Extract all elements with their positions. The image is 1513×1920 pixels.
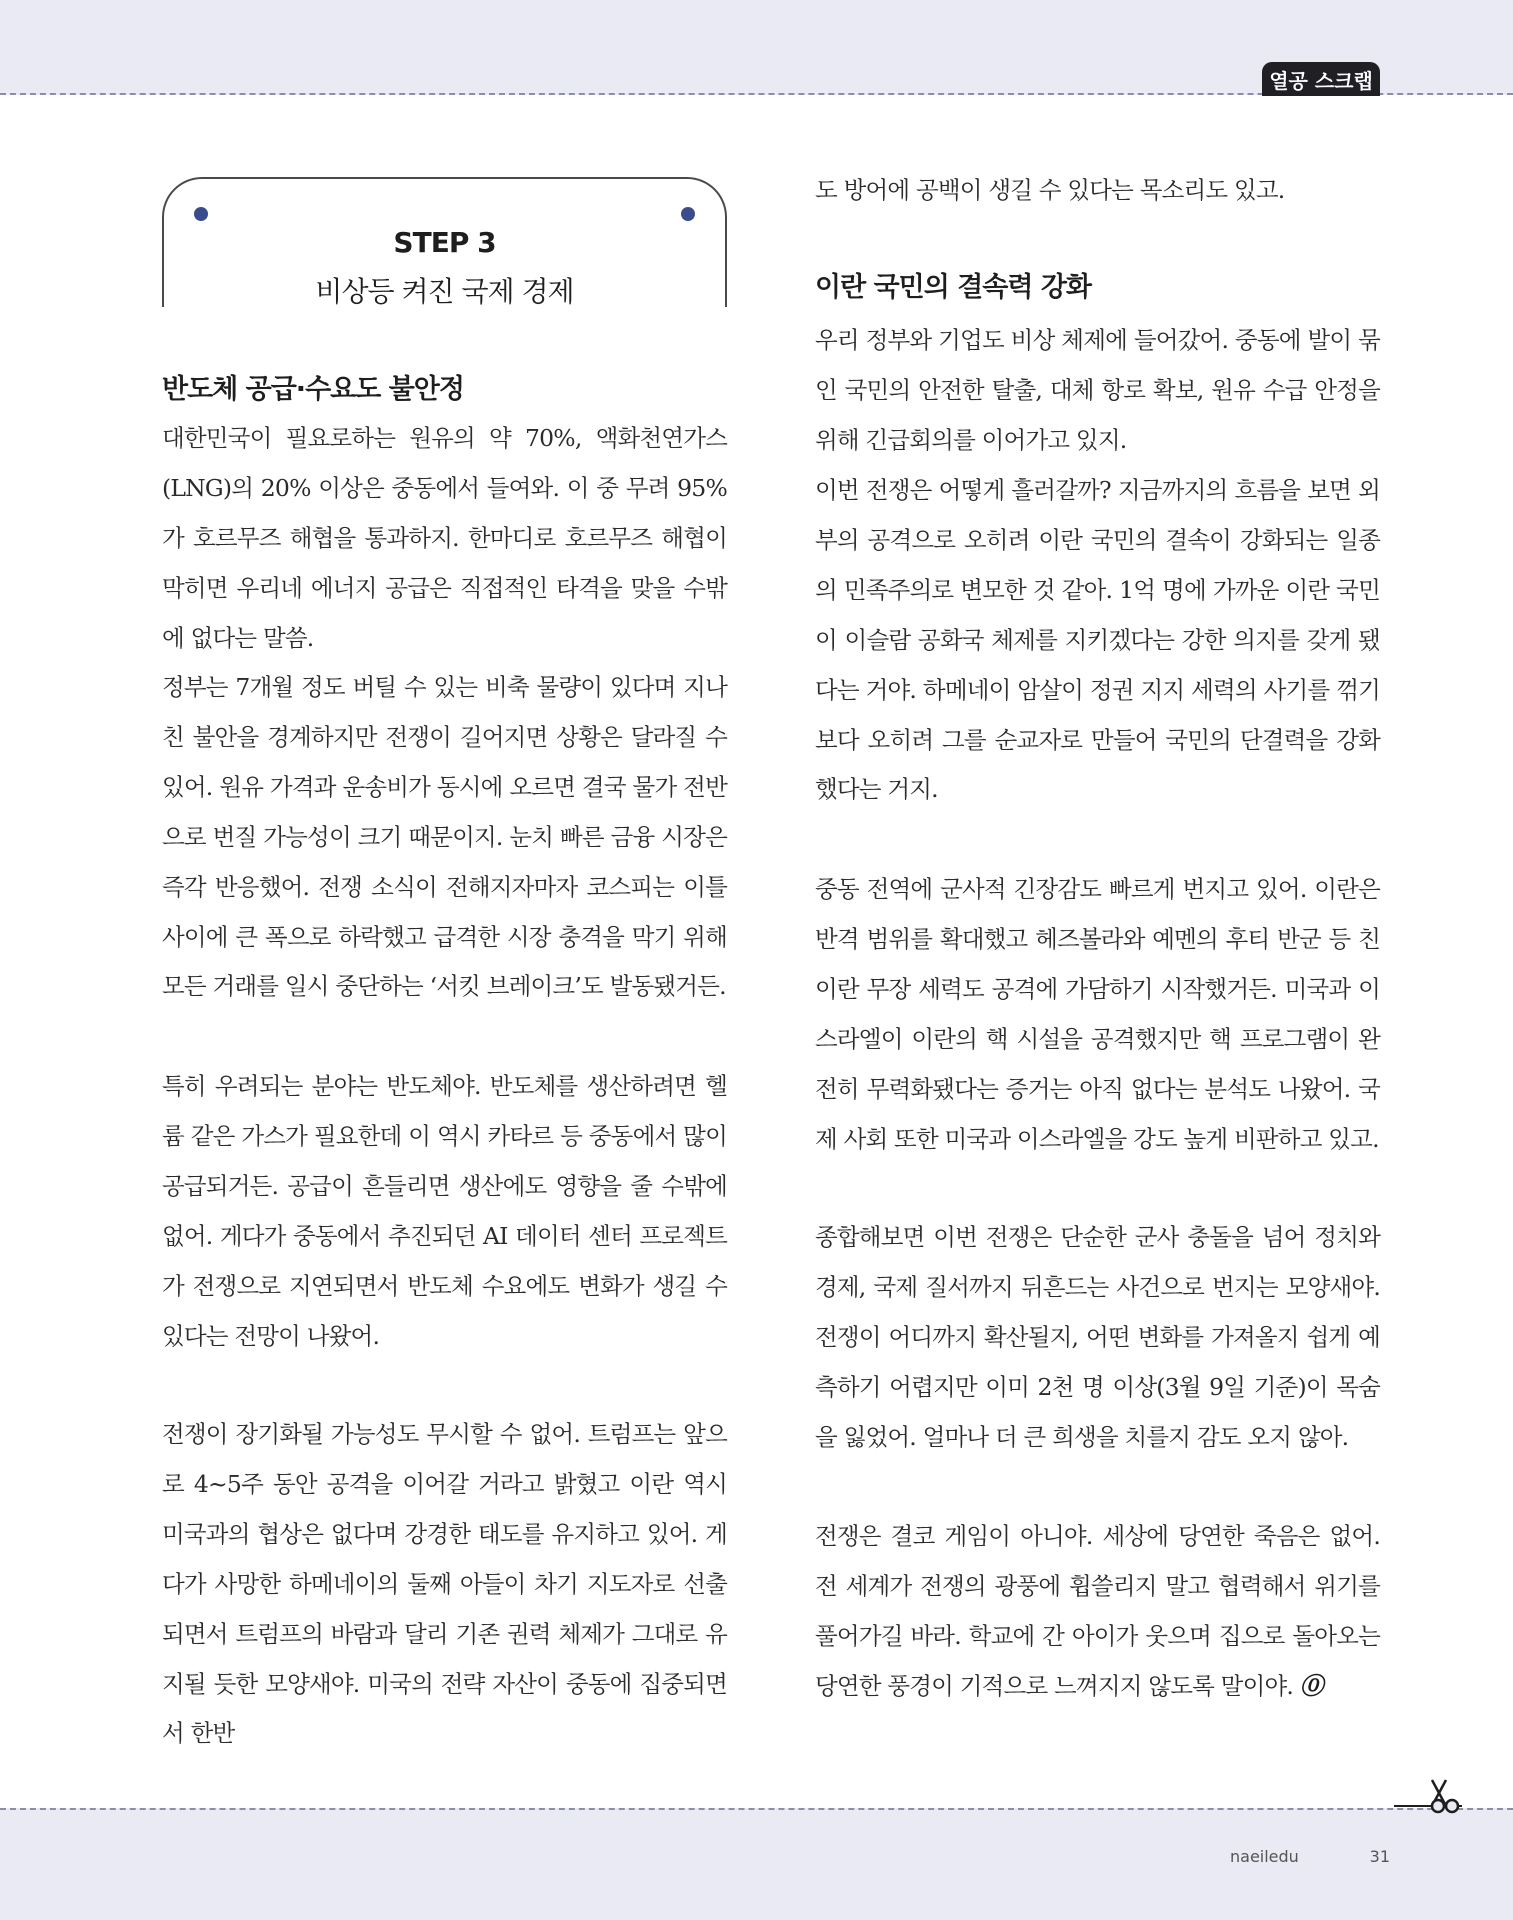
step-label: STEP 3 bbox=[393, 226, 496, 259]
footer-dashed-line bbox=[0, 1808, 1513, 1810]
paragraph: 정부는 7개월 정도 버틸 수 있는 비축 물량이 있다며 지나친 불안을 경계하지만 전쟁이 길어지면 상황은 달라질 수 있어. 원유 가격과 운송비가 동시에 오르면 결국 물가 전반으로 번질 가능성이 크기 때문이지. 눈치 빠른 금융 시장은 즉각 반응했어. 전쟁 소식이 전해지자마자 코스피는 이틀 사이에 큰 폭으로 하락했고 급격한 시장 충격을 막기 위해 모든 거래를 일시 중단하는 ‘서킷 브레이크’도 발동됐거든. bbox=[162, 673, 727, 1001]
paragraph: 대한민국이 필요로하는 원유의 약 70%, 액화천연가스(LNG)의 20% 이상은 중동에서 들여와. 이 중 무려 95%가 호르무즈 해협을 통과하지. 한마디로 호르무즈 해협이 막히면 우리네 에너지 공급은 직접적인 타격을 맞을 수밖에 없다는 말씀. bbox=[162, 424, 727, 652]
dot-icon bbox=[681, 207, 695, 221]
footer-brand: naeiledu bbox=[1230, 1846, 1299, 1866]
section-tag: 열공 스크랩 bbox=[1262, 62, 1380, 96]
end-mark-icon: ⓪ bbox=[1299, 1671, 1323, 1700]
step-box bbox=[162, 177, 727, 307]
step-title: 비상등 켜진 국제 경제 bbox=[315, 275, 574, 308]
page-number: 31 bbox=[1369, 1846, 1390, 1866]
paragraph: 이번 전쟁은 어떻게 흘러갈까? 지금까지의 흐름을 보면 외부의 공격으로 오히려 이란 국민의 결속이 강화되는 일종의 민족주의로 변모한 것 같아. 1억 명에 가까운 이란 국민이 이슬람 공화국 체제를 지키겠다는 강한 의지를 갖게 됐다는 거야. 하메네이 암살이 정권 지지 세력의 사기를 꺾기보다 오히려 그를 순교자로 만들어 국민의 단결력을 강화했다는 거지. bbox=[815, 476, 1380, 804]
paragraph: 특히 우려되는 분야는 반도체야. 반도체를 생산하려면 헬륨 같은 가스가 필요한데 이 역시 카타르 등 중동에서 많이 공급되거든. 공급이 흔들리면 생산에도 영향을 줄 수밖에 없어. 게다가 중동에서 추진되던 AI 데이터 센터 프로젝트가 전쟁으로 지연되면서 반도체 수요에도 변화가 생길 수 있다는 전망이 나왔어. bbox=[162, 1072, 727, 1350]
paragraph-text: 전쟁은 결코 게임이 아니야. 세상에 당연한 죽음은 없어. 전 세계가 전쟁의 광풍에 휩쓸리지 말고 협력해서 위기를 풀어가길 바라. 학교에 간 아이가 웃으며 집으로 돌아오는 당연한 풍경이 기적으로 느껴지지 않도록 말이야. bbox=[815, 1522, 1380, 1700]
dot-icon bbox=[194, 207, 208, 221]
footer bbox=[1230, 1842, 1390, 1870]
paragraph: 전쟁이 장기화될 가능성도 무시할 수 없어. 트럼프는 앞으로 4~5주 동안 공격을 이어갈 거라고 밝혔고 이란 역시 미국과의 협상은 없다며 강경한 태도를 유지하고 있어. 게다가 사망한 하메네이의 둘째 아들이 차기 지도자로 선출되면서 트럼프의 바람과 달리 기존 권력 체제가 그대로 유지될 듯한 모양새야. 미국의 전략 자산이 중동에 집중되면서 한반 bbox=[162, 1420, 727, 1748]
paragraph: 종합해보면 이번 전쟁은 단순한 군사 충돌을 넘어 정치와 경제, 국제 질서까지 뒤흔드는 사건으로 번지는 모양새야. 전쟁이 어디까지 확산될지, 어떤 변화를 가져올지 쉽게 예측하기 어렵지만 이미 2천 명 이상(3월 9일 기준)이 목숨을 잃었어. 얼마나 더 큰 희생을 치를지 감도 오지 않아. bbox=[815, 1223, 1380, 1451]
section-heading: 반도체 공급·수요도 불안정 bbox=[162, 374, 464, 405]
paragraph-final bbox=[815, 1512, 1380, 1712]
paragraph: 우리 정부와 기업도 비상 체제에 들어갔어. 중동에 발이 묶인 국민의 안전한 탈출, 대체 항로 확보, 원유 수급 안정을 위해 긴급회의를 이어가고 있지. bbox=[815, 326, 1380, 454]
section-heading: 이란 국민의 결속력 강화 bbox=[815, 272, 1092, 303]
paragraph: 중동 전역에 군사적 긴장감도 빠르게 번지고 있어. 이란은 반격 범위를 확대했고 헤즈볼라와 예멘의 후티 반군 등 친이란 무장 세력도 공격에 가담하기 시작했거든. 미국과 이스라엘이 이란의 핵 시설을 공격했지만 핵 프로그램이 완전히 무력화됐다는 증거는 아직 없다는 분석도 나왔어. 국제 사회 또한 미국과 이스라엘을 강도 높게 비판하고 있고. bbox=[815, 875, 1380, 1153]
scissors-icon bbox=[1392, 1776, 1464, 1816]
paragraph-continuation: 도 방어에 공백이 생길 수 있다는 목소리도 있고. bbox=[815, 176, 1285, 204]
